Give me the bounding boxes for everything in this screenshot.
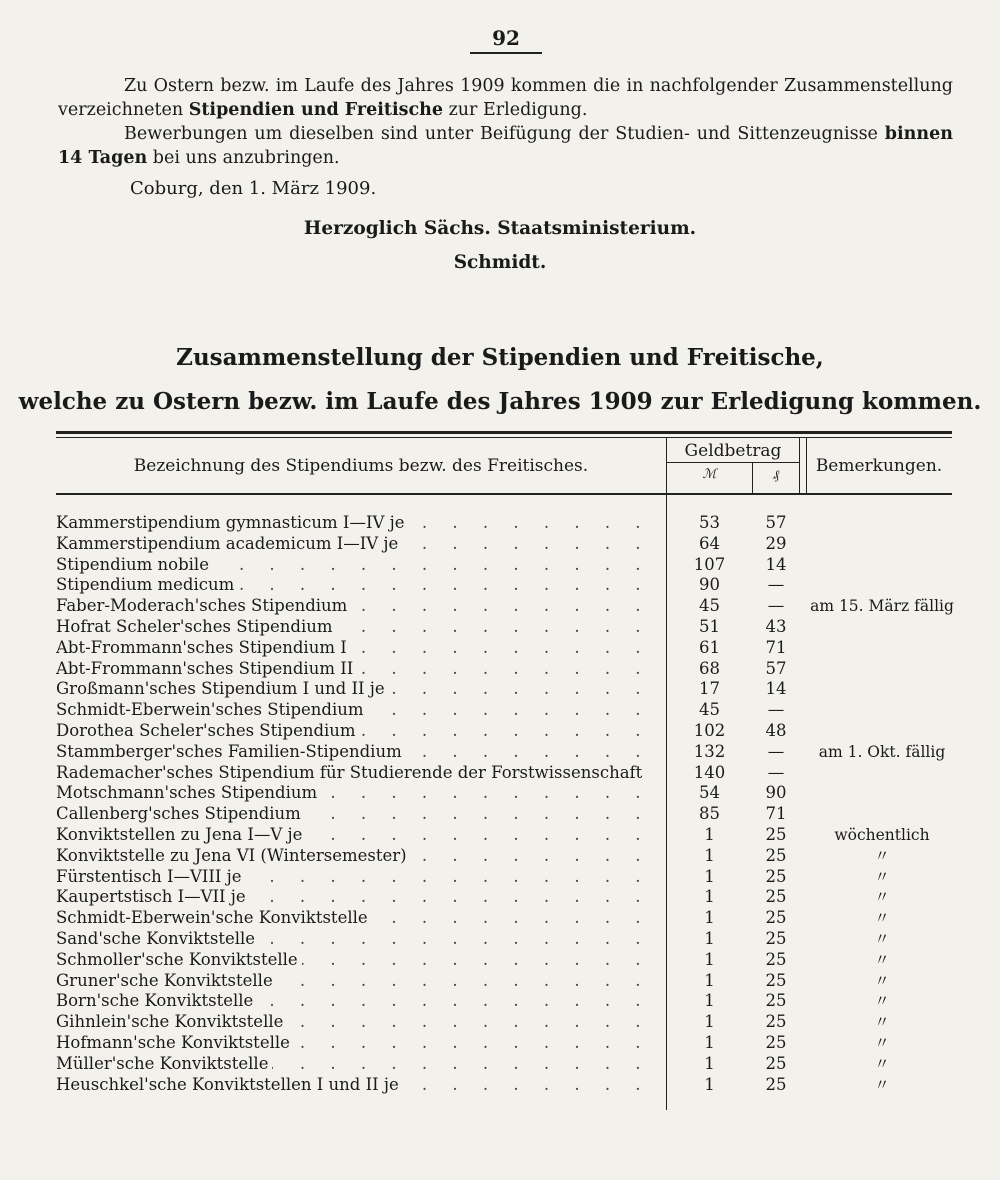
cell-mark: 1 [704,824,715,844]
cell-mark: 1 [704,1012,715,1032]
cell-mark: 1 [704,1074,715,1094]
table-row [56,950,952,971]
cell-pfennig: 25 [765,1012,787,1032]
cell-name: Stipendium nobile . . . [56,555,664,576]
cell-mark: 1 [704,928,715,948]
cell-name: Kammerstipendium gymnasticum I—IV je . . . [56,513,664,534]
table-row [56,596,952,617]
table-row [56,638,952,659]
cell-pfennig: 25 [765,845,787,865]
cell-pfennig: 14 [765,554,787,574]
cell-name: Stipendium medicum . . . [56,575,664,596]
cell-name: Hofmann'sche Konviktstelle . . . [56,1033,664,1054]
header-mark: ℳ [702,467,717,482]
cell-name: Dorothea Scheler'sches Stipendium . . . [56,721,664,742]
table-row [56,679,952,700]
cell-mark: 51 [699,616,720,636]
cell-bemerkung: 〃 [874,1013,890,1032]
table-row [56,617,952,638]
table-body [56,513,952,1095]
table-row [56,721,952,742]
table-row [56,867,952,888]
table-heading-line-1: Zusammenstellung der Stipendien und Freitische, [176,344,824,371]
header-geldbetrag: Geldbetrag [684,441,782,461]
cell-mark: 140 [693,762,726,782]
header-name: Bezeichnung des Stipendiums bezw. des Freitisches. [133,456,589,476]
cell-name: Hofrat Scheler'sches Stipendium . . . [56,617,664,638]
cell-pfennig: — [767,596,785,616]
cell-bemerkung: 〃 [874,929,890,948]
table-row [56,534,952,555]
table-row [56,763,952,784]
cell-mark: 1 [704,949,715,969]
header-bemerkungen: Bemerkungen. [815,456,943,476]
intro-emphasis-deadline: binnen 14 Tagen [58,124,953,168]
cell-mark: 45 [699,700,720,720]
table-row [56,971,952,992]
cell-name: Schmidt-Eberwein'sches Stipendium . . . [56,700,664,721]
cell-name: Motschmann'sches Stipendium . . . [56,783,664,804]
cell-pfennig: — [767,741,785,761]
intro-paragraph-1: Zu Ostern bezw. im Laufe des Jahres 1909 kommen die in nachfolgender Zusammenstellung verzeichneten Stipendien und Freitische zur Erledigung. [58,76,953,120]
cell-pfennig: 90 [765,783,787,803]
cell-mark: 1 [704,908,715,928]
cell-mark: 102 [693,720,726,740]
cell-mark: 54 [699,783,720,803]
cell-mark: 1 [704,1032,715,1052]
cell-bemerkung: 〃 [874,1033,890,1052]
cell-bemerkung: am 15. März fällig [810,597,954,616]
cell-name: Schmidt-Eberwein'sche Konviktstelle . . . [56,908,664,929]
cell-mark: 107 [693,554,726,574]
table-row [56,513,952,534]
cell-name: Fürstentisch I—VIII je . . . [56,867,664,888]
table-heading-line-2: welche zu Ostern bezw. im Laufe des Jahres 1909 zur Erledigung kommen. [18,388,982,415]
cell-pfennig: — [767,700,785,720]
cell-name: Kammerstipendium academicum I—IV je . . . [56,534,664,555]
cell-name: Schmoller'sche Konviktstelle . . . [56,950,664,971]
table-row [56,659,952,680]
cell-pfennig: 25 [765,824,787,844]
cell-bemerkung: 〃 [874,971,890,990]
cell-name: Gruner'sche Konviktstelle . . . [56,971,664,992]
cell-pfennig: 25 [765,887,787,907]
cell-mark: 1 [704,866,715,886]
cell-mark: 85 [699,804,720,824]
cell-bemerkung: 〃 [874,992,890,1011]
cell-name: Sand'sche Konviktstelle . . . [56,929,664,950]
cell-pfennig: 25 [765,908,787,928]
table-row [56,575,952,596]
cell-pfennig: 25 [765,1074,787,1094]
cell-pfennig: 25 [765,970,787,990]
cell-mark: 1 [704,991,715,1011]
cell-name: Großmann'sches Stipendium I und II je . . . [56,679,664,700]
table-row [56,908,952,929]
cell-bemerkung: 〃 [874,867,890,886]
cell-pfennig: 25 [765,949,787,969]
intro-emphasis-stipendien: Stipendien und Freitische [188,100,443,120]
cell-name: Stammberger'sches Familien-Stipendium . . . [56,742,664,763]
header-pfennig: ₰ [772,468,780,483]
cell-name: Born'sche Konviktstelle . . . [56,991,664,1012]
table-row [56,991,952,1012]
cell-mark: 61 [699,637,720,657]
cell-name: Abt-Frommann'sches Stipendium II . . . [56,659,664,680]
table-row [56,825,952,846]
cell-mark: 53 [699,513,720,532]
table-row [56,846,952,867]
intro-paragraph-2: Bewerbungen um dieselben sind unter Beifügung der Studien- und Sittenzeugnisse binnen 14 Tagen bei uns anzubringen. [58,124,953,168]
cell-mark: 17 [699,679,720,699]
intro-text [58,74,953,170]
cell-mark: 90 [699,575,720,595]
cell-pfennig: 43 [765,616,787,636]
cell-bemerkung: wöchentlich [834,825,930,844]
table-header-rule [56,493,952,495]
cell-pfennig: 71 [765,637,787,657]
cell-name: Callenberg'sches Stipendium . . . [56,804,664,825]
table-row [56,783,952,804]
cell-bemerkung: 〃 [874,950,890,969]
ministry-name: Herzoglich Sächs. Staatsministerium. [303,218,697,239]
cell-name: Müller'sche Konviktstelle . . . [56,1054,664,1075]
cell-bemerkung: am 1. Okt. fällig [818,742,946,761]
cell-mark: 1 [704,1053,715,1073]
cell-name: Konviktstellen zu Jena I—V je . . . [56,825,664,846]
cell-bemerkung: 〃 [874,846,890,865]
table-row [56,887,952,908]
cell-name: Abt-Frommann'sches Stipendium I . . . [56,638,664,659]
signature: Schmidt. [453,252,547,273]
cell-mark: 1 [704,845,715,865]
cell-name: Kaupertstisch I—VII je . . . [56,887,664,908]
cell-pfennig: 25 [765,991,787,1011]
cell-mark: 1 [704,887,715,907]
table-row [56,700,952,721]
table-top-rule [56,431,952,434]
cell-name: Rademacher'sches Stipendium für Studierende der Forstwissenschaft . . . [56,763,664,784]
cell-bemerkung: 〃 [874,888,890,907]
cell-bemerkung: 〃 [874,1054,890,1073]
cell-bemerkung: 〃 [874,1075,890,1094]
column-divider [799,438,800,493]
cell-mark: 45 [699,596,720,616]
table-row [56,804,952,825]
table-row [56,1075,952,1096]
page-number: 92 [470,26,542,54]
cell-pfennig: 25 [765,1032,787,1052]
cell-name: Konviktstelle zu Jena VI (Wintersemester) . . . [56,846,664,867]
table-row [56,555,952,576]
cell-mark: 132 [693,741,726,761]
cell-mark: 68 [699,658,720,678]
cell-mark: 64 [699,533,720,553]
cell-pfennig: — [767,762,785,782]
cell-pfennig: 14 [765,679,787,699]
table-row [56,742,952,763]
cell-pfennig: 57 [765,658,787,678]
table-row [56,929,952,950]
cell-pfennig: 25 [765,866,787,886]
cell-name: Gihnlein'sche Konviktstelle . . . [56,1012,664,1033]
cell-pfennig: — [767,575,785,595]
cell-pfennig: 71 [765,804,787,824]
cell-pfennig: 25 [765,1053,787,1073]
table-row [56,1033,952,1054]
table-top-rule-thin [56,437,952,438]
cell-pfennig: 48 [765,720,787,740]
cell-name: Heuschkel'sche Konviktstellen I und II je . . . [56,1075,664,1096]
cell-name: Faber-Moderach'sches Stipendium . . . [56,596,664,617]
cell-pfennig: 57 [765,513,787,532]
table-row [56,1054,952,1075]
date-line: Coburg, den 1. März 1909. [130,178,377,199]
cell-mark: 1 [704,970,715,990]
cell-pfennig: 29 [765,533,787,553]
cell-pfennig: 25 [765,928,787,948]
money-header-rule [667,462,799,463]
table-row [56,1012,952,1033]
cell-bemerkung: 〃 [874,909,890,928]
